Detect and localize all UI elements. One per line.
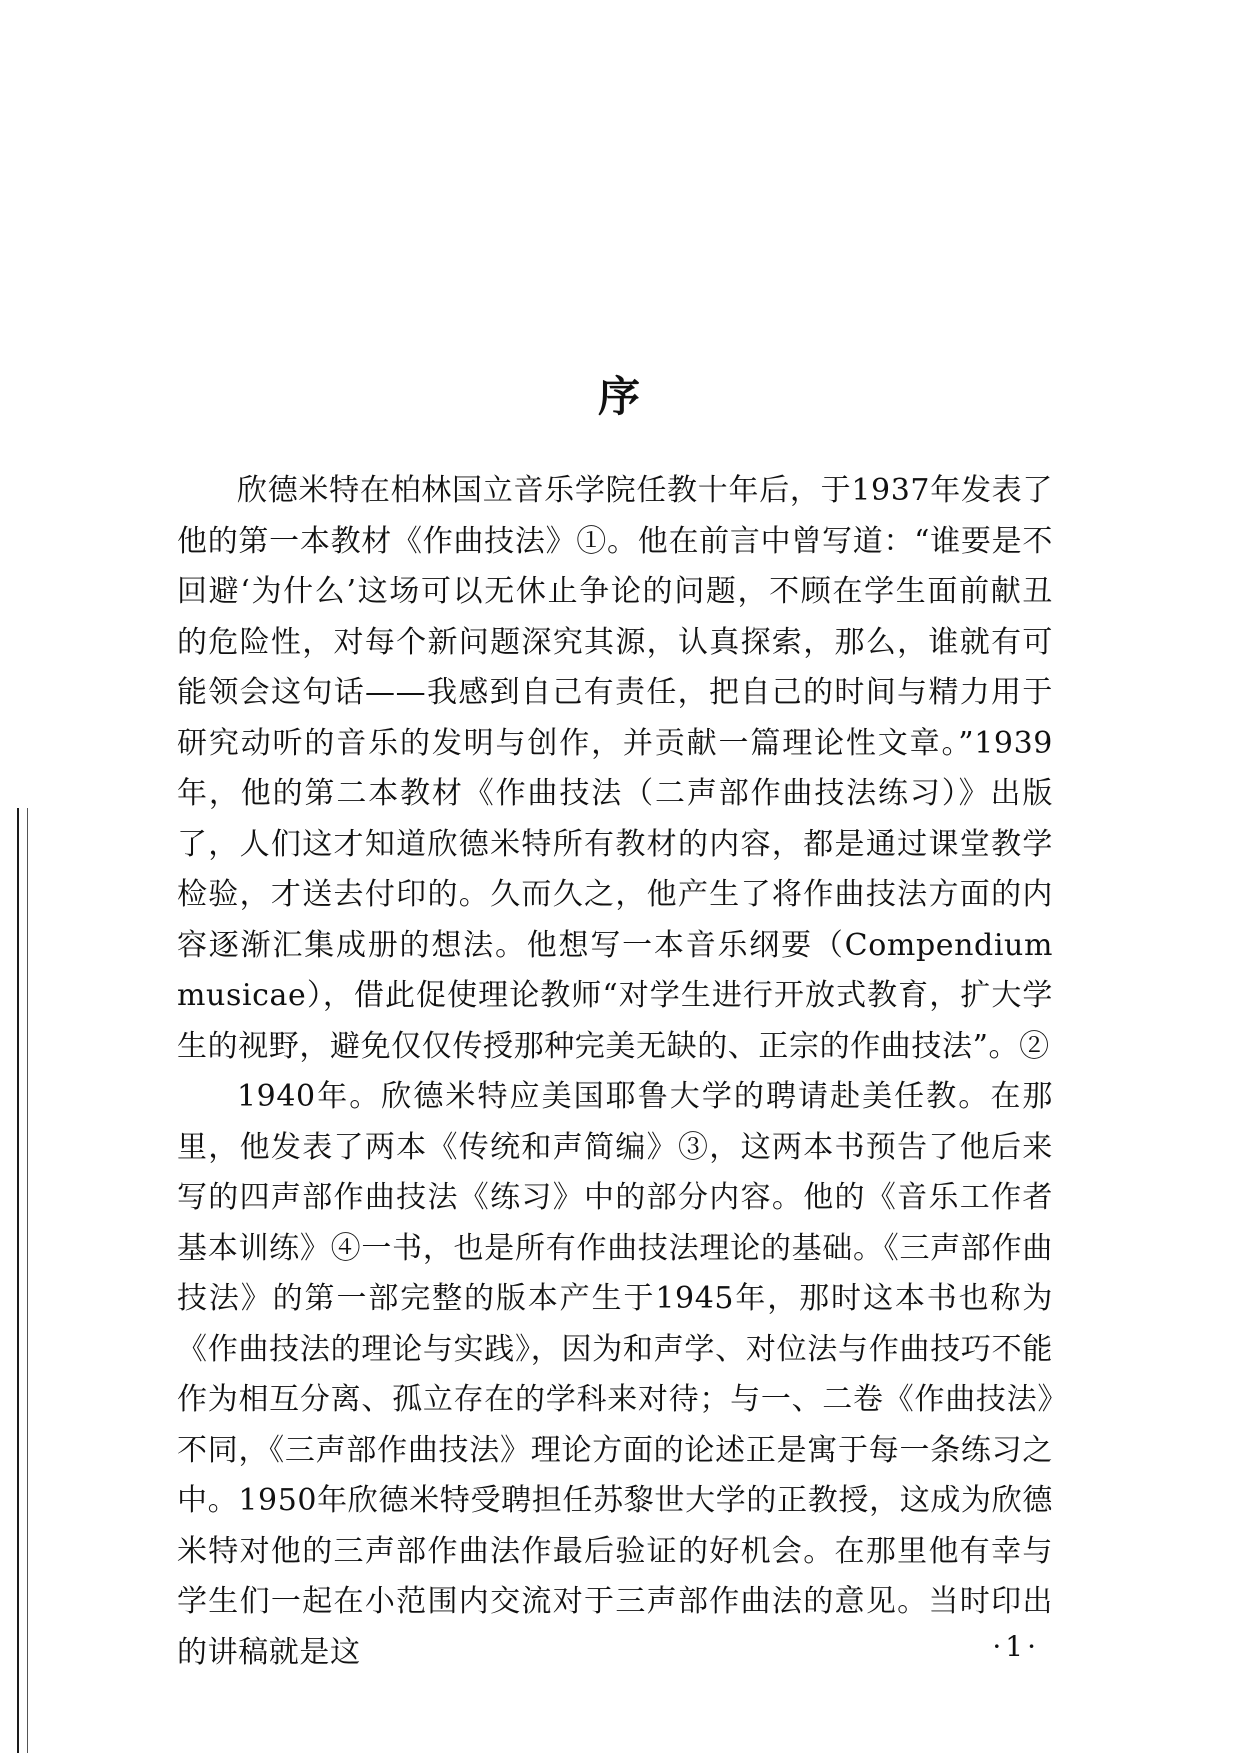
paragraph-1: 欣德米特在柏林国立音乐学院任教十年后，于1937年发表了他的第一本教材《作曲技法》①。他在前言中曾写道：“谁要是不回避‘为什么’这场可以无休止争论的问题，不顾在学生面前献丑的危险性，对每个新问题深究其源，认真探索，那么，谁就有可能领会这句话——我感到自己有责任，把自己的时间与精力用于研究动听的音乐的发明与创作，并贡献一篇理论性文章。”1939年，他的第二本教材《作曲技法（二声部作曲技法练习）》出版了，人们这才知道欣德米特所有教材的内容，都是通过课堂教学检验，才送去付印的。久而久之，他产生了将作曲技法方面的内容逐渐汇集成册的想法。他想写一本音乐纲要（Compendium musicae），借此促使理论教师“对学生进行开放式教育，扩大学生的视野，避免仅仅传授那种完美无缺的、正宗的作曲技法”。②	[177, 473, 1053, 1064]
scan-edge-line-secondary	[27, 808, 28, 1753]
page-number: ·1·	[992, 1630, 1040, 1663]
body-text	[177, 466, 1053, 1678]
scan-edge-line	[17, 808, 19, 1753]
page-title: 序	[597, 372, 642, 421]
paragraph-2: 1940年。欣德米特应美国耶鲁大学的聘请赴美任教。在那里，他发表了两本《传统和声简编》③，这两本书预告了他后来写的四声部作曲技法《练习》中的部分内容。他的《音乐工作者基本训练》④一书，也是所有作曲技法理论的基础。《三声部作曲技法》的第一部完整的版本产生于1945年，那时这本书也称为《作曲技法的理论与实践》，因为和声学、对位法与作曲技巧不能作为相互分离、孤立存在的学科来对待；与一、二卷《作曲技法》不同，《三声部作曲技法》理论方面的论述正是寓于每一条练习之中。1950年欣德米特受聘担任苏黎世大学的正教授，这成为欣德米特对他的三声部作曲法作最后验证的好机会。在那里他有幸与学生们一起在小范围内交流对于三声部作曲法的意见。当时印出的讲稿就是这	[177, 1079, 1053, 1670]
